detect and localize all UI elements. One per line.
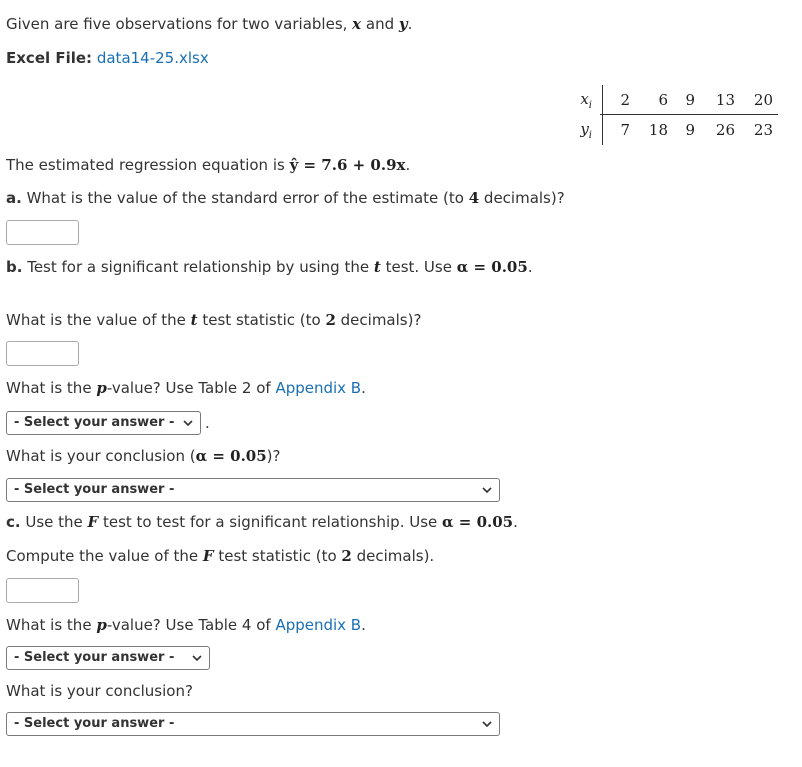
standard-error-input[interactable] xyxy=(6,220,79,245)
table-cell: 9 xyxy=(685,91,695,109)
p-value-select-2[interactable]: - Select your answer - xyxy=(6,646,210,670)
observations-table xyxy=(555,85,773,145)
table-cell: 13 xyxy=(715,91,735,109)
conclusion-select-1[interactable]: - Select your answer - xyxy=(6,478,500,502)
appendix-b-link[interactable]: Appendix B xyxy=(275,616,362,634)
f-stat-question: Compute the value of the F test statistic (to 2 decimals). xyxy=(6,547,435,565)
table-cell: 20 xyxy=(753,91,773,109)
chevron-down-icon xyxy=(481,718,493,730)
p-value-select-1[interactable]: - Select your answer - xyxy=(6,411,201,435)
chevron-down-icon xyxy=(182,417,194,429)
regression-equation: ŷ = 7.6 + 0.9x xyxy=(289,156,406,174)
table-cell: 9 xyxy=(685,121,695,139)
intro-text: Given are five observations for two variables, x and y. xyxy=(6,15,413,33)
conclusion-select-2[interactable]: - Select your answer - xyxy=(6,712,500,736)
f-stat-input[interactable] xyxy=(6,578,79,603)
regression-text: The estimated regression equation is ŷ = 7.6 + 0.9x. xyxy=(6,156,411,174)
row-label-y: $y_i$ xyxy=(555,115,603,145)
table-cell: 18 xyxy=(648,121,668,139)
t-stat-question: What is the value of the t test statistic (to 2 decimals)? xyxy=(6,311,422,329)
conclusion-question-2: What is your conclusion? xyxy=(6,682,193,700)
table-divider xyxy=(600,114,778,115)
row-label-x: $x_i$ xyxy=(555,85,603,115)
p-value-question-2: What is the p-value? Use Table 4 of Appendix B. xyxy=(6,616,366,634)
excel-label: Excel File: xyxy=(6,49,93,67)
table-cell: 2 xyxy=(620,91,630,109)
excel-file-link[interactable]: data14-25.xlsx xyxy=(96,49,209,67)
var-x: x xyxy=(352,15,362,33)
chevron-down-icon xyxy=(481,484,493,496)
conclusion-question-1: What is your conclusion (α = 0.05)? xyxy=(6,447,281,465)
table-row-x xyxy=(555,85,773,115)
excel-file xyxy=(6,49,209,67)
part-b-question: b. Test for a significant relationship by using the t test. Use α = 0.05. xyxy=(6,258,533,276)
table-cell: 26 xyxy=(715,121,735,139)
var-y: y xyxy=(398,15,408,33)
chevron-down-icon xyxy=(191,652,203,664)
p-value-question-1: What is the p-value? Use Table 2 of Appendix B. xyxy=(6,379,366,397)
table-cell: 6 xyxy=(658,91,668,109)
table-row-y xyxy=(555,115,773,145)
appendix-b-link[interactable]: Appendix B xyxy=(275,379,362,397)
t-stat-input[interactable] xyxy=(6,341,79,366)
table-cell: 23 xyxy=(753,121,773,139)
part-c-question: c. Use the F test to test for a significant relationship. Use α = 0.05. xyxy=(6,513,518,531)
part-a-question: a. What is the value of the standard error of the estimate (to 4 decimals)? xyxy=(6,189,565,207)
table-cell: 7 xyxy=(620,121,630,139)
